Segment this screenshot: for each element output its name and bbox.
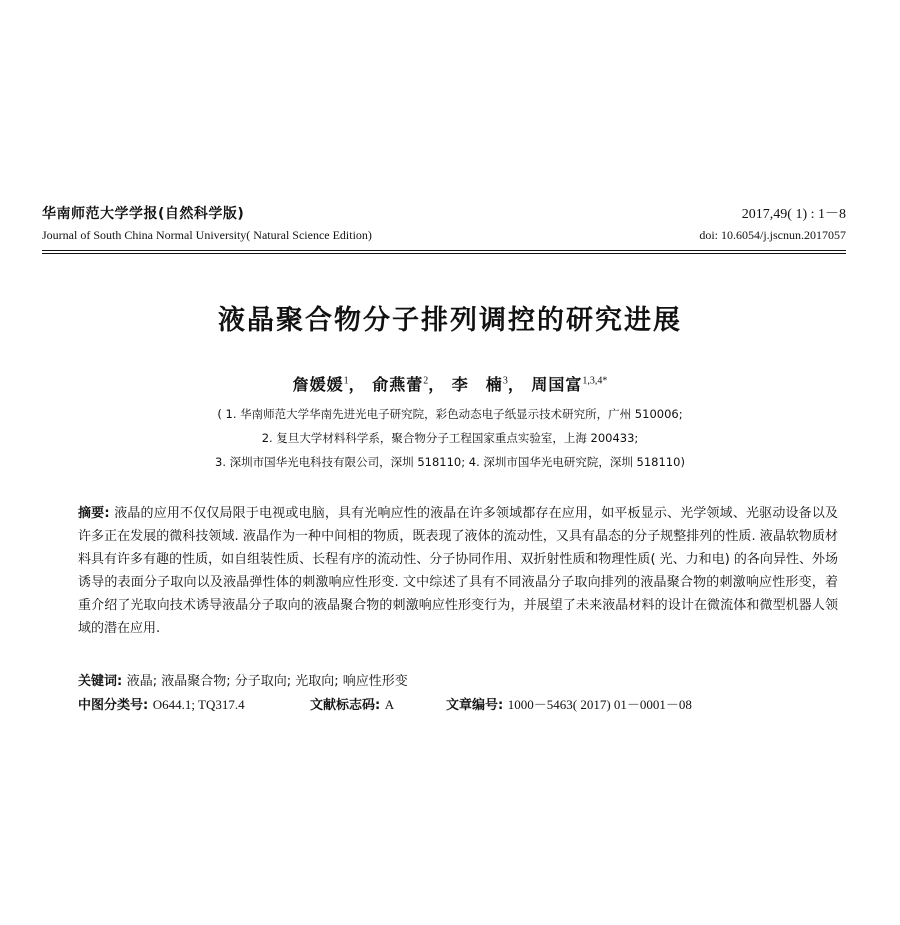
abstract <box>78 502 838 640</box>
abstract-label: 摘要: <box>78 506 115 521</box>
author-name: 詹媛媛 <box>292 375 344 394</box>
doc-code-label: 文献标志码: <box>310 698 385 713</box>
issue-info: 2017,49( 1) : 1－8 <box>741 207 846 222</box>
article-no-value: 1000－5463( 2017) 01－0001－08 <box>507 697 692 712</box>
author-name: 周国富 <box>531 375 583 394</box>
author-affil-sup: 2 <box>423 375 429 387</box>
journal-name-cn: 华南师范大学学报(自然科学版) <box>42 206 245 222</box>
header-row-top <box>42 203 846 223</box>
keywords <box>78 670 838 689</box>
author-list <box>0 372 900 395</box>
author-affil-sup: 1,3,4* <box>582 375 608 387</box>
abstract-text: 液晶的应用不仅仅局限于电视或电脑，具有光响应性的液晶在许多领域都存在应用，如平板显示、光学领域、光驱动设备以及许多正在发展的微科技领域. 液晶作为一种中间相的物质，既表现了液体的流动性，又具有晶态的分子规整排列的性质. 液晶软物质材料具有许多有趣的性质，如自组装性质、长程有序的流动性、分子协同作用、双折射性质和物理性质( 光、力和电) 的各向异性、外场诱导的表面分子取向以及液晶弹性体的刺激响应性形变. 文中综述了具有不同液晶分子取向排列的液晶聚合物的刺激响应性形变，着重介绍了光取向技术诱导液晶分子取向的液晶聚合物的刺激响应性形变行为，并展望了未来液晶材料的设计在微流体和微型机器人领域的潜在应用. <box>78 506 838 636</box>
affiliation-line: ( 1. 华南师范大学华南先进光电子研究院，彩色动态电子纸显示技术研究所，广州 510006; <box>217 407 683 421</box>
document-code <box>310 694 446 713</box>
clc-label: 中图分类号: <box>78 698 153 713</box>
author-name: 俞燕蕾 <box>372 375 424 394</box>
author-affil-sup: 1 <box>343 375 349 387</box>
author-separator: ， <box>507 375 525 394</box>
author-affil-sup: 3 <box>502 375 508 387</box>
journal-header <box>42 203 846 243</box>
author-separator: ， <box>428 375 446 394</box>
author-separator: ， <box>348 375 366 394</box>
header-row-bottom <box>42 228 846 243</box>
doc-code-value: A <box>384 697 395 712</box>
journal-name-en: Journal of South China Normal University( Natural Science Edition) <box>42 228 372 242</box>
article-number <box>446 694 692 713</box>
keywords-text: 液晶; 液晶聚合物; 分子取向; 光取向; 响应性形变 <box>126 674 408 689</box>
paper-title: 液晶聚合物分子排列调控的研究进展 <box>218 305 682 336</box>
article-no-label: 文章编号: <box>446 698 508 713</box>
clc-number <box>78 694 310 713</box>
affiliation-line: 3. 深圳市国华光电科技有限公司，深圳 518110; 4. 深圳市国华光电研究院，深圳 518110) <box>215 455 685 469</box>
affiliation-line: 2. 复旦大学材料科学系，聚合物分子工程国家重点实验室，上海 200433; <box>261 431 639 445</box>
keywords-label: 关键词: <box>78 674 127 689</box>
author-name: 李 楠 <box>451 375 503 394</box>
header-double-rule <box>42 250 846 254</box>
doi-link[interactable]: doi: 10.6054/j.jscnun.2017057 <box>699 228 846 242</box>
clc-value: O644.1; TQ317.4 <box>152 697 245 712</box>
classification-line <box>78 694 838 713</box>
